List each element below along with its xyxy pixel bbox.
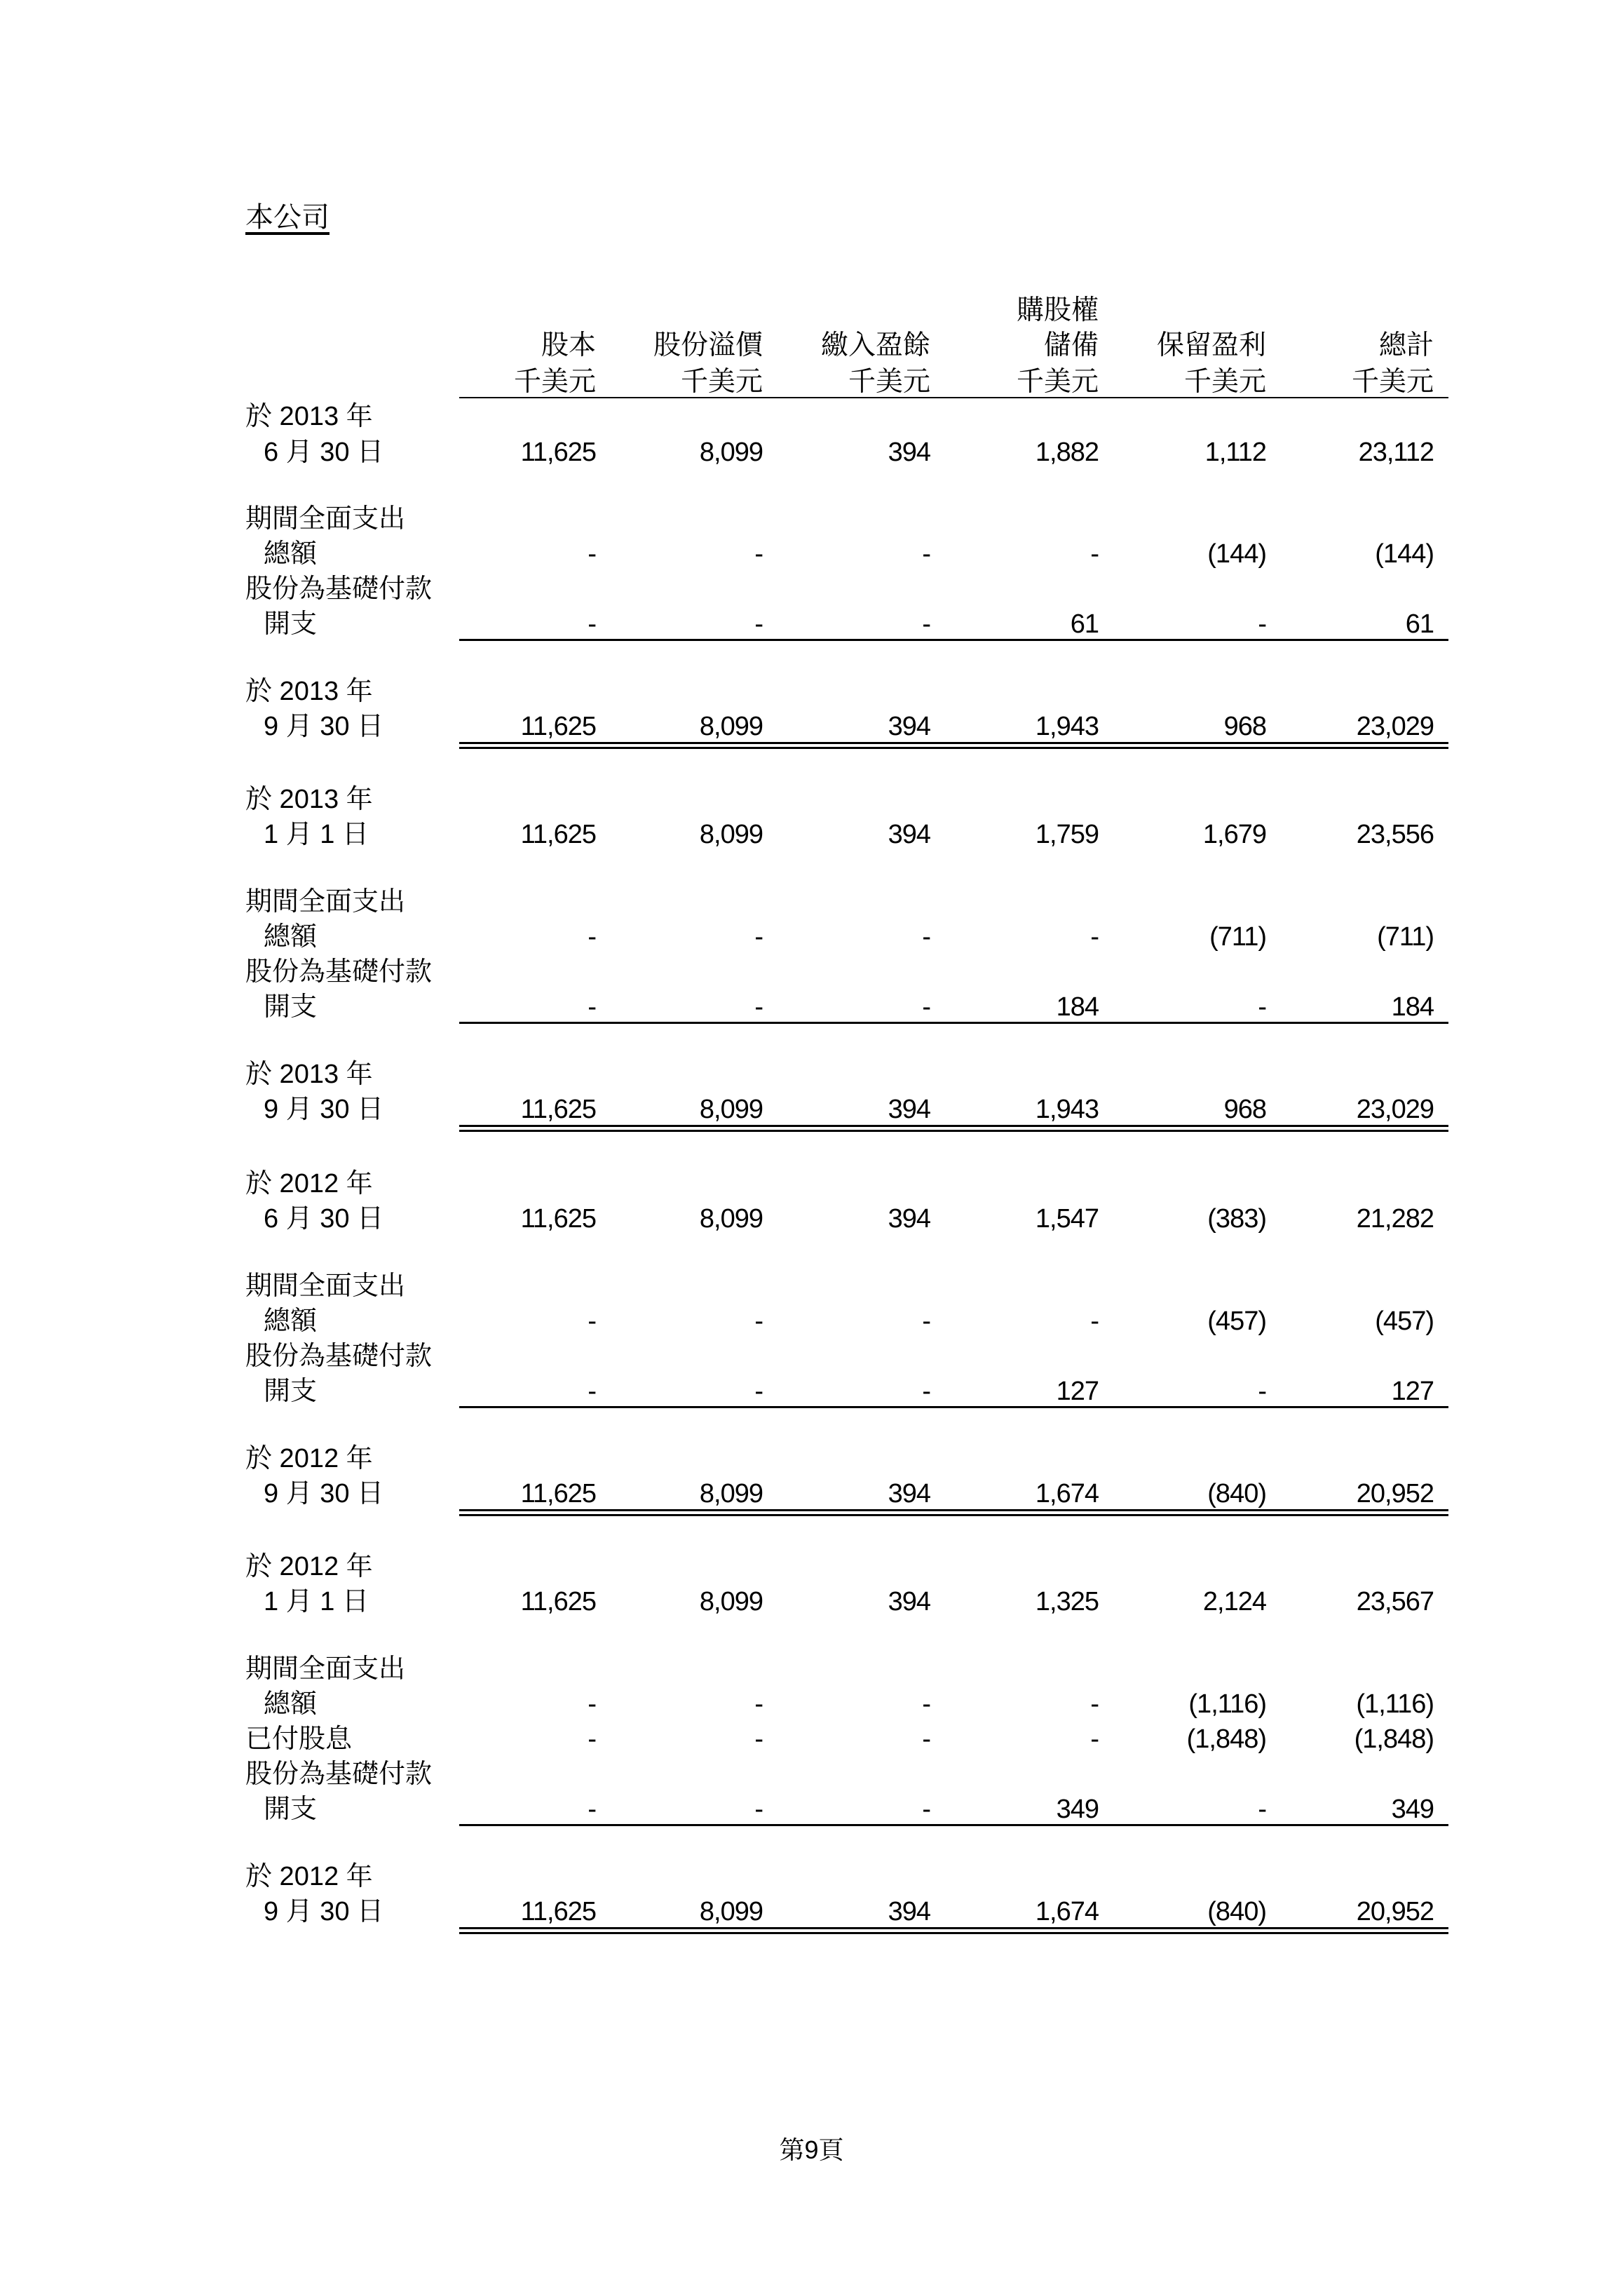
table-cell: 8,099 bbox=[699, 1587, 763, 1616]
row-label: 總額 bbox=[264, 1689, 318, 1719]
table-row bbox=[0, 955, 1623, 989]
table-cell: - bbox=[754, 1689, 763, 1719]
table-cell: - bbox=[754, 922, 763, 952]
table-cell: 11,625 bbox=[520, 1479, 596, 1508]
table-cell: 394 bbox=[888, 712, 930, 741]
row-label: 於 2012 年 bbox=[245, 1444, 373, 1473]
table-cell: - bbox=[1258, 1795, 1266, 1824]
row-label: 6 月 30 日 bbox=[264, 438, 384, 467]
column-header-unit-3: 千美元 bbox=[848, 367, 930, 397]
total-double-rule bbox=[459, 742, 1448, 744]
table-cell: (457) bbox=[1207, 1306, 1266, 1336]
row-label: 開支 bbox=[264, 1795, 318, 1824]
table-cell: 1,882 bbox=[1035, 438, 1099, 467]
table-cell: - bbox=[588, 609, 596, 639]
table-row bbox=[0, 783, 1623, 816]
table-cell: (1,848) bbox=[1186, 1724, 1266, 1754]
table-cell: (144) bbox=[1375, 539, 1434, 569]
row-label: 開支 bbox=[264, 609, 318, 639]
row-label: 總額 bbox=[264, 1306, 318, 1336]
table-cell: (711) bbox=[1209, 922, 1266, 952]
table-cell: 23,112 bbox=[1358, 438, 1434, 467]
table-cell: - bbox=[754, 539, 763, 569]
table-row bbox=[0, 1339, 1623, 1373]
column-header-unit-5: 千美元 bbox=[1183, 367, 1266, 397]
table-cell: 11,625 bbox=[520, 712, 596, 741]
table-cell: 1,679 bbox=[1202, 820, 1266, 849]
table-cell: 21,282 bbox=[1356, 1204, 1434, 1234]
table-cell: (711) bbox=[1377, 922, 1434, 952]
subtotal-rule bbox=[459, 1022, 1448, 1024]
table-cell: 61 bbox=[1405, 609, 1434, 639]
table-cell: - bbox=[1258, 1377, 1266, 1406]
table-cell: 1,547 bbox=[1035, 1204, 1099, 1234]
total-double-rule bbox=[459, 1130, 1448, 1132]
column-header-unit-6: 千美元 bbox=[1351, 367, 1434, 397]
table-cell: 394 bbox=[888, 1587, 930, 1616]
column-header-line1-4: 購股權 bbox=[1016, 295, 1099, 325]
table-row bbox=[0, 400, 1623, 433]
table-cell: 968 bbox=[1223, 1095, 1266, 1124]
table-row bbox=[0, 1585, 1623, 1619]
table-row bbox=[0, 435, 1623, 469]
table-cell: 8,099 bbox=[699, 1479, 763, 1508]
table-cell: 2,124 bbox=[1202, 1587, 1266, 1616]
row-label: 總額 bbox=[264, 922, 318, 952]
table-cell: (457) bbox=[1375, 1306, 1434, 1336]
column-header-line2-1: 股本 bbox=[541, 330, 596, 360]
row-label: 於 2012 年 bbox=[245, 1169, 373, 1198]
table-cell: 11,625 bbox=[520, 1204, 596, 1234]
table-cell: - bbox=[922, 1377, 930, 1406]
table-row bbox=[0, 1058, 1623, 1091]
row-label: 於 2013 年 bbox=[245, 1060, 373, 1089]
row-label: 1 月 1 日 bbox=[264, 1587, 369, 1616]
table-row bbox=[0, 1860, 1623, 1893]
table-row bbox=[0, 1722, 1623, 1756]
table-cell: - bbox=[588, 539, 596, 569]
subtotal-rule bbox=[459, 639, 1448, 641]
table-cell: 20,952 bbox=[1356, 1897, 1434, 1926]
table-cell: - bbox=[754, 1377, 763, 1406]
table-cell: 8,099 bbox=[699, 438, 763, 467]
column-header-unit-2: 千美元 bbox=[680, 367, 763, 397]
row-label: 已付股息 bbox=[245, 1724, 353, 1754]
table-cell: 23,556 bbox=[1356, 820, 1434, 849]
page-number: 第9頁 bbox=[779, 2135, 844, 2164]
table-cell: 8,099 bbox=[699, 1897, 763, 1926]
table-cell: 127 bbox=[1391, 1377, 1434, 1406]
table-cell: 184 bbox=[1391, 992, 1434, 1022]
table-row bbox=[0, 1202, 1623, 1236]
table-cell: - bbox=[754, 992, 763, 1022]
total-double-rule bbox=[459, 1509, 1448, 1511]
table-cell: 1,943 bbox=[1035, 712, 1099, 741]
row-label: 9 月 30 日 bbox=[264, 712, 384, 741]
row-label: 期間全面支出 bbox=[245, 504, 406, 534]
table-cell: 8,099 bbox=[699, 820, 763, 849]
row-label: 於 2013 年 bbox=[245, 402, 373, 431]
table-cell: 184 bbox=[1056, 992, 1099, 1022]
page-title: 本公司 bbox=[245, 202, 330, 233]
column-header-line2-5: 保留盈利 bbox=[1156, 330, 1266, 360]
table-cell: - bbox=[588, 1377, 596, 1406]
row-label: 股份為基礎付款 bbox=[245, 574, 433, 604]
row-label: 開支 bbox=[264, 1377, 318, 1406]
table-row bbox=[0, 1652, 1623, 1686]
total-double-rule bbox=[459, 1927, 1448, 1929]
table-cell: (383) bbox=[1207, 1204, 1266, 1234]
row-label: 於 2012 年 bbox=[245, 1862, 373, 1891]
row-label: 9 月 30 日 bbox=[264, 1095, 384, 1124]
table-row bbox=[0, 818, 1623, 851]
table-cell: 394 bbox=[888, 820, 930, 849]
table-cell: (1,116) bbox=[1356, 1689, 1434, 1719]
table-cell: - bbox=[922, 1724, 930, 1754]
table-cell: - bbox=[1258, 992, 1266, 1022]
total-double-rule bbox=[459, 1125, 1448, 1127]
table-cell: - bbox=[1090, 1689, 1099, 1719]
table-cell: 349 bbox=[1391, 1795, 1434, 1824]
table-cell: 349 bbox=[1056, 1795, 1099, 1824]
column-header-line2-4: 儲備 bbox=[1043, 330, 1099, 360]
table-cell: - bbox=[754, 1795, 763, 1824]
table-cell: 11,625 bbox=[520, 820, 596, 849]
table-cell: 394 bbox=[888, 1897, 930, 1926]
header-underline bbox=[459, 397, 1448, 398]
table-cell: - bbox=[1090, 922, 1099, 952]
table-cell: (840) bbox=[1207, 1479, 1266, 1508]
table-cell: 127 bbox=[1056, 1377, 1099, 1406]
table-cell: - bbox=[754, 1724, 763, 1754]
column-header-line2-6: 總計 bbox=[1378, 330, 1434, 360]
table-cell: 8,099 bbox=[699, 1095, 763, 1124]
table-cell: 61 bbox=[1070, 609, 1099, 639]
table-row bbox=[0, 1442, 1623, 1475]
table-cell: - bbox=[754, 1306, 763, 1336]
table-cell: 23,029 bbox=[1356, 1095, 1434, 1124]
subtotal-rule bbox=[459, 1824, 1448, 1826]
table-cell: 8,099 bbox=[699, 1204, 763, 1234]
row-label: 於 2013 年 bbox=[245, 785, 373, 814]
table-cell: - bbox=[922, 922, 930, 952]
table-row bbox=[0, 1167, 1623, 1201]
table-cell: - bbox=[1258, 609, 1266, 639]
row-label: 總額 bbox=[264, 539, 318, 569]
table-cell: 1,943 bbox=[1035, 1095, 1099, 1124]
table-row bbox=[0, 607, 1623, 641]
row-label: 期間全面支出 bbox=[245, 1271, 406, 1301]
table-cell: 20,952 bbox=[1356, 1479, 1434, 1508]
table-cell: 1,674 bbox=[1035, 1479, 1099, 1508]
table-cell: 968 bbox=[1223, 712, 1266, 741]
table-cell: 11,625 bbox=[520, 1587, 596, 1616]
table-cell: - bbox=[1090, 539, 1099, 569]
table-cell: - bbox=[922, 992, 930, 1022]
table-row bbox=[0, 885, 1623, 919]
table-cell: - bbox=[1090, 1306, 1099, 1336]
table-cell: (144) bbox=[1207, 539, 1266, 569]
table-cell: - bbox=[588, 992, 596, 1022]
table-cell: 394 bbox=[888, 438, 930, 467]
table-cell: - bbox=[922, 1795, 930, 1824]
table-row bbox=[0, 675, 1623, 708]
total-double-rule bbox=[459, 1514, 1448, 1516]
total-double-rule bbox=[459, 1932, 1448, 1934]
table-row bbox=[0, 1375, 1623, 1408]
table-cell: - bbox=[922, 1689, 930, 1719]
table-cell: 1,674 bbox=[1035, 1897, 1099, 1926]
table-row bbox=[0, 1792, 1623, 1826]
table-row bbox=[0, 1477, 1623, 1511]
table-cell: 23,029 bbox=[1356, 712, 1434, 741]
table-cell: (1,116) bbox=[1188, 1689, 1266, 1719]
table-cell: - bbox=[588, 922, 596, 952]
row-label: 股份為基礎付款 bbox=[245, 957, 433, 987]
table-cell: 1,759 bbox=[1035, 820, 1099, 849]
subtotal-rule bbox=[459, 1406, 1448, 1408]
table-row bbox=[0, 502, 1623, 536]
column-header-unit-1: 千美元 bbox=[513, 367, 596, 397]
table-cell: - bbox=[1090, 1724, 1099, 1754]
row-label: 股份為基礎付款 bbox=[245, 1342, 433, 1371]
row-label: 於 2013 年 bbox=[245, 677, 373, 706]
table-cell: 394 bbox=[888, 1095, 930, 1124]
table-row bbox=[0, 920, 1623, 954]
table-row bbox=[0, 572, 1623, 606]
table-cell: (1,848) bbox=[1354, 1724, 1434, 1754]
table-cell: - bbox=[754, 609, 763, 639]
column-header-line2-3: 繳入盈餘 bbox=[820, 330, 930, 360]
table-cell: 23,567 bbox=[1356, 1587, 1434, 1616]
table-cell: 394 bbox=[888, 1204, 930, 1234]
row-label: 期間全面支出 bbox=[245, 887, 406, 917]
row-label: 9 月 30 日 bbox=[264, 1897, 384, 1926]
row-label: 1 月 1 日 bbox=[264, 820, 369, 849]
table-row bbox=[0, 1269, 1623, 1303]
table-cell: 1,112 bbox=[1204, 438, 1266, 467]
row-label: 期間全面支出 bbox=[245, 1654, 406, 1684]
table-row bbox=[0, 710, 1623, 743]
table-cell: 394 bbox=[888, 1479, 930, 1508]
table-cell: - bbox=[588, 1795, 596, 1824]
table-row bbox=[0, 537, 1623, 571]
table-cell: 11,625 bbox=[520, 1095, 596, 1124]
table-cell: - bbox=[588, 1306, 596, 1336]
table-row bbox=[0, 1093, 1623, 1126]
table-cell: 11,625 bbox=[520, 438, 596, 467]
row-label: 9 月 30 日 bbox=[264, 1479, 384, 1508]
column-header-unit-4: 千美元 bbox=[1016, 367, 1099, 397]
table-cell: - bbox=[922, 539, 930, 569]
row-label: 股份為基礎付款 bbox=[245, 1760, 433, 1789]
table-cell: - bbox=[588, 1689, 596, 1719]
table-cell: - bbox=[922, 609, 930, 639]
total-double-rule bbox=[459, 747, 1448, 749]
table-row bbox=[0, 1687, 1623, 1721]
table-cell: 8,099 bbox=[699, 712, 763, 741]
table-row bbox=[0, 1757, 1623, 1791]
table-row bbox=[0, 1895, 1623, 1929]
row-label: 於 2012 年 bbox=[245, 1552, 373, 1581]
column-header-line2-2: 股份溢價 bbox=[653, 330, 763, 360]
table-row bbox=[0, 990, 1623, 1024]
row-label: 6 月 30 日 bbox=[264, 1204, 384, 1234]
row-label: 開支 bbox=[264, 992, 318, 1022]
table-cell: - bbox=[922, 1306, 930, 1336]
table-cell: 11,625 bbox=[520, 1897, 596, 1926]
table-row bbox=[0, 1304, 1623, 1338]
table-cell: 1,325 bbox=[1035, 1587, 1099, 1616]
table-row bbox=[0, 1550, 1623, 1583]
table-cell: (840) bbox=[1207, 1897, 1266, 1926]
table-cell: - bbox=[588, 1724, 596, 1754]
